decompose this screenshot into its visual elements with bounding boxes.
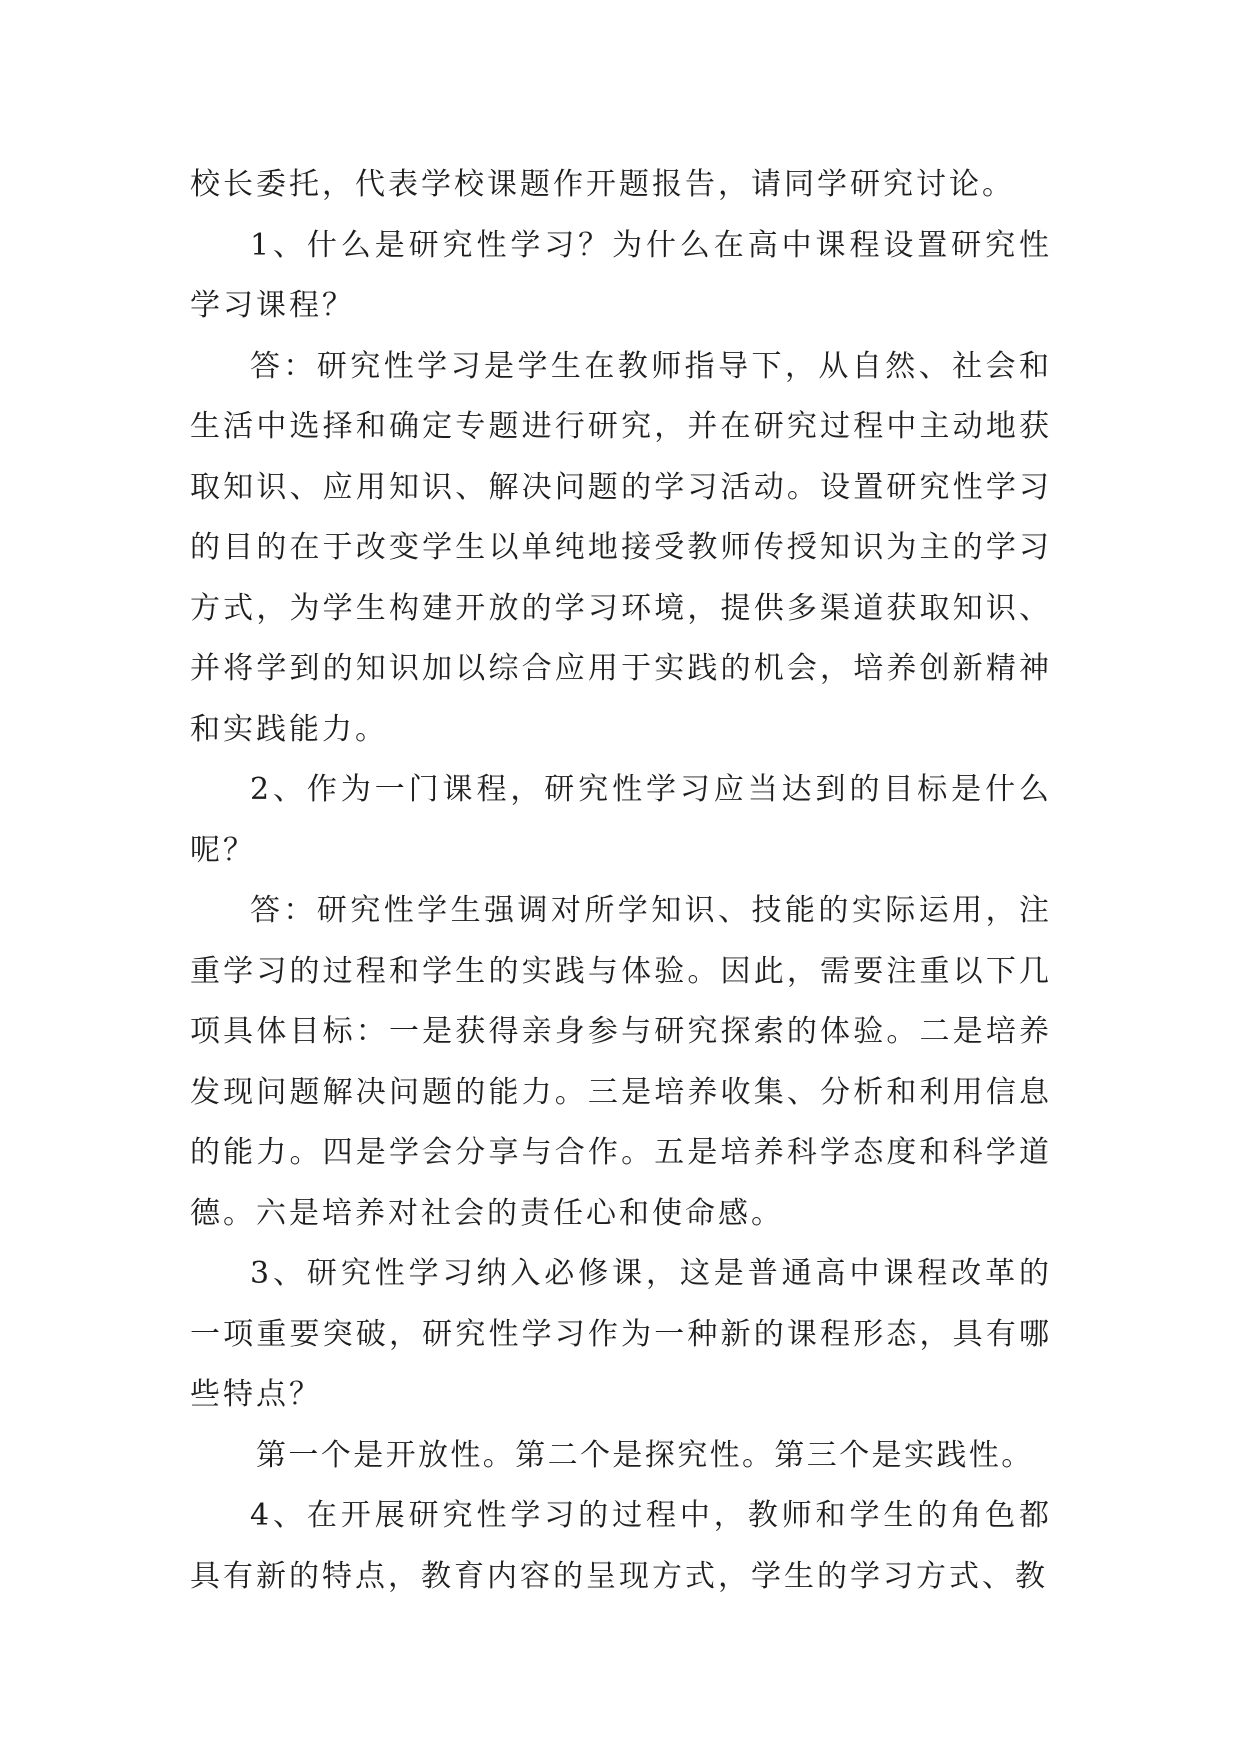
question-4: 4、在开展研究性学习的过程中，教师和学生的角色都具有新的特点，教育内容的呈现方式，学生的学习方式、教: [190, 1498, 1052, 1594]
document-body: [190, 155, 1052, 1607]
paragraph-intro: 校长委托，代表学校课题作开题报告，请同学研究讨论。: [190, 167, 1015, 202]
answer-1: 答：研究性学习是学生在教师指导下，从自然、社会和生活中选择和确定专题进行研究，并在研究过程中主动地获取知识、应用知识、解决问题的学习活动。设置研究性学习的目的在于改变学生以单纯地接受教师传授知识为主的学习方式，为学生构建开放的学习环境，提供多渠道获取知识、并将学到的知识加以综合应用于实践的机会，培养创新精神和实践能力。: [190, 348, 1052, 747]
question-3: 3、研究性学习纳入必修课，这是普通高中课程改革的一项重要突破，研究性学习作为一种新的课程形态，具有哪些特点？: [190, 1256, 1052, 1412]
answer-3: 第一个是开放性。第二个是探究性。第三个是实践性。: [256, 1437, 1034, 1473]
question-2: 2、作为一门课程，研究性学习应当达到的目标是什么呢？: [190, 772, 1052, 868]
answer-2: 答：研究性学生强调对所学知识、技能的实际运用，注重学习的过程和学生的实践与体验。因此，需要注重以下几项具体目标：一是获得亲身参与研究探索的体验。二是培养发现问题解决问题的能力。三是培养收集、分析和利用信息的能力。四是学会分享与合作。五是培养科学态度和科学道德。六是培养对社会的责任心和使命感。: [190, 893, 1052, 1231]
question-1: 1、什么是研究性学习？为什么在高中课程设置研究性学习课程？: [190, 227, 1052, 323]
